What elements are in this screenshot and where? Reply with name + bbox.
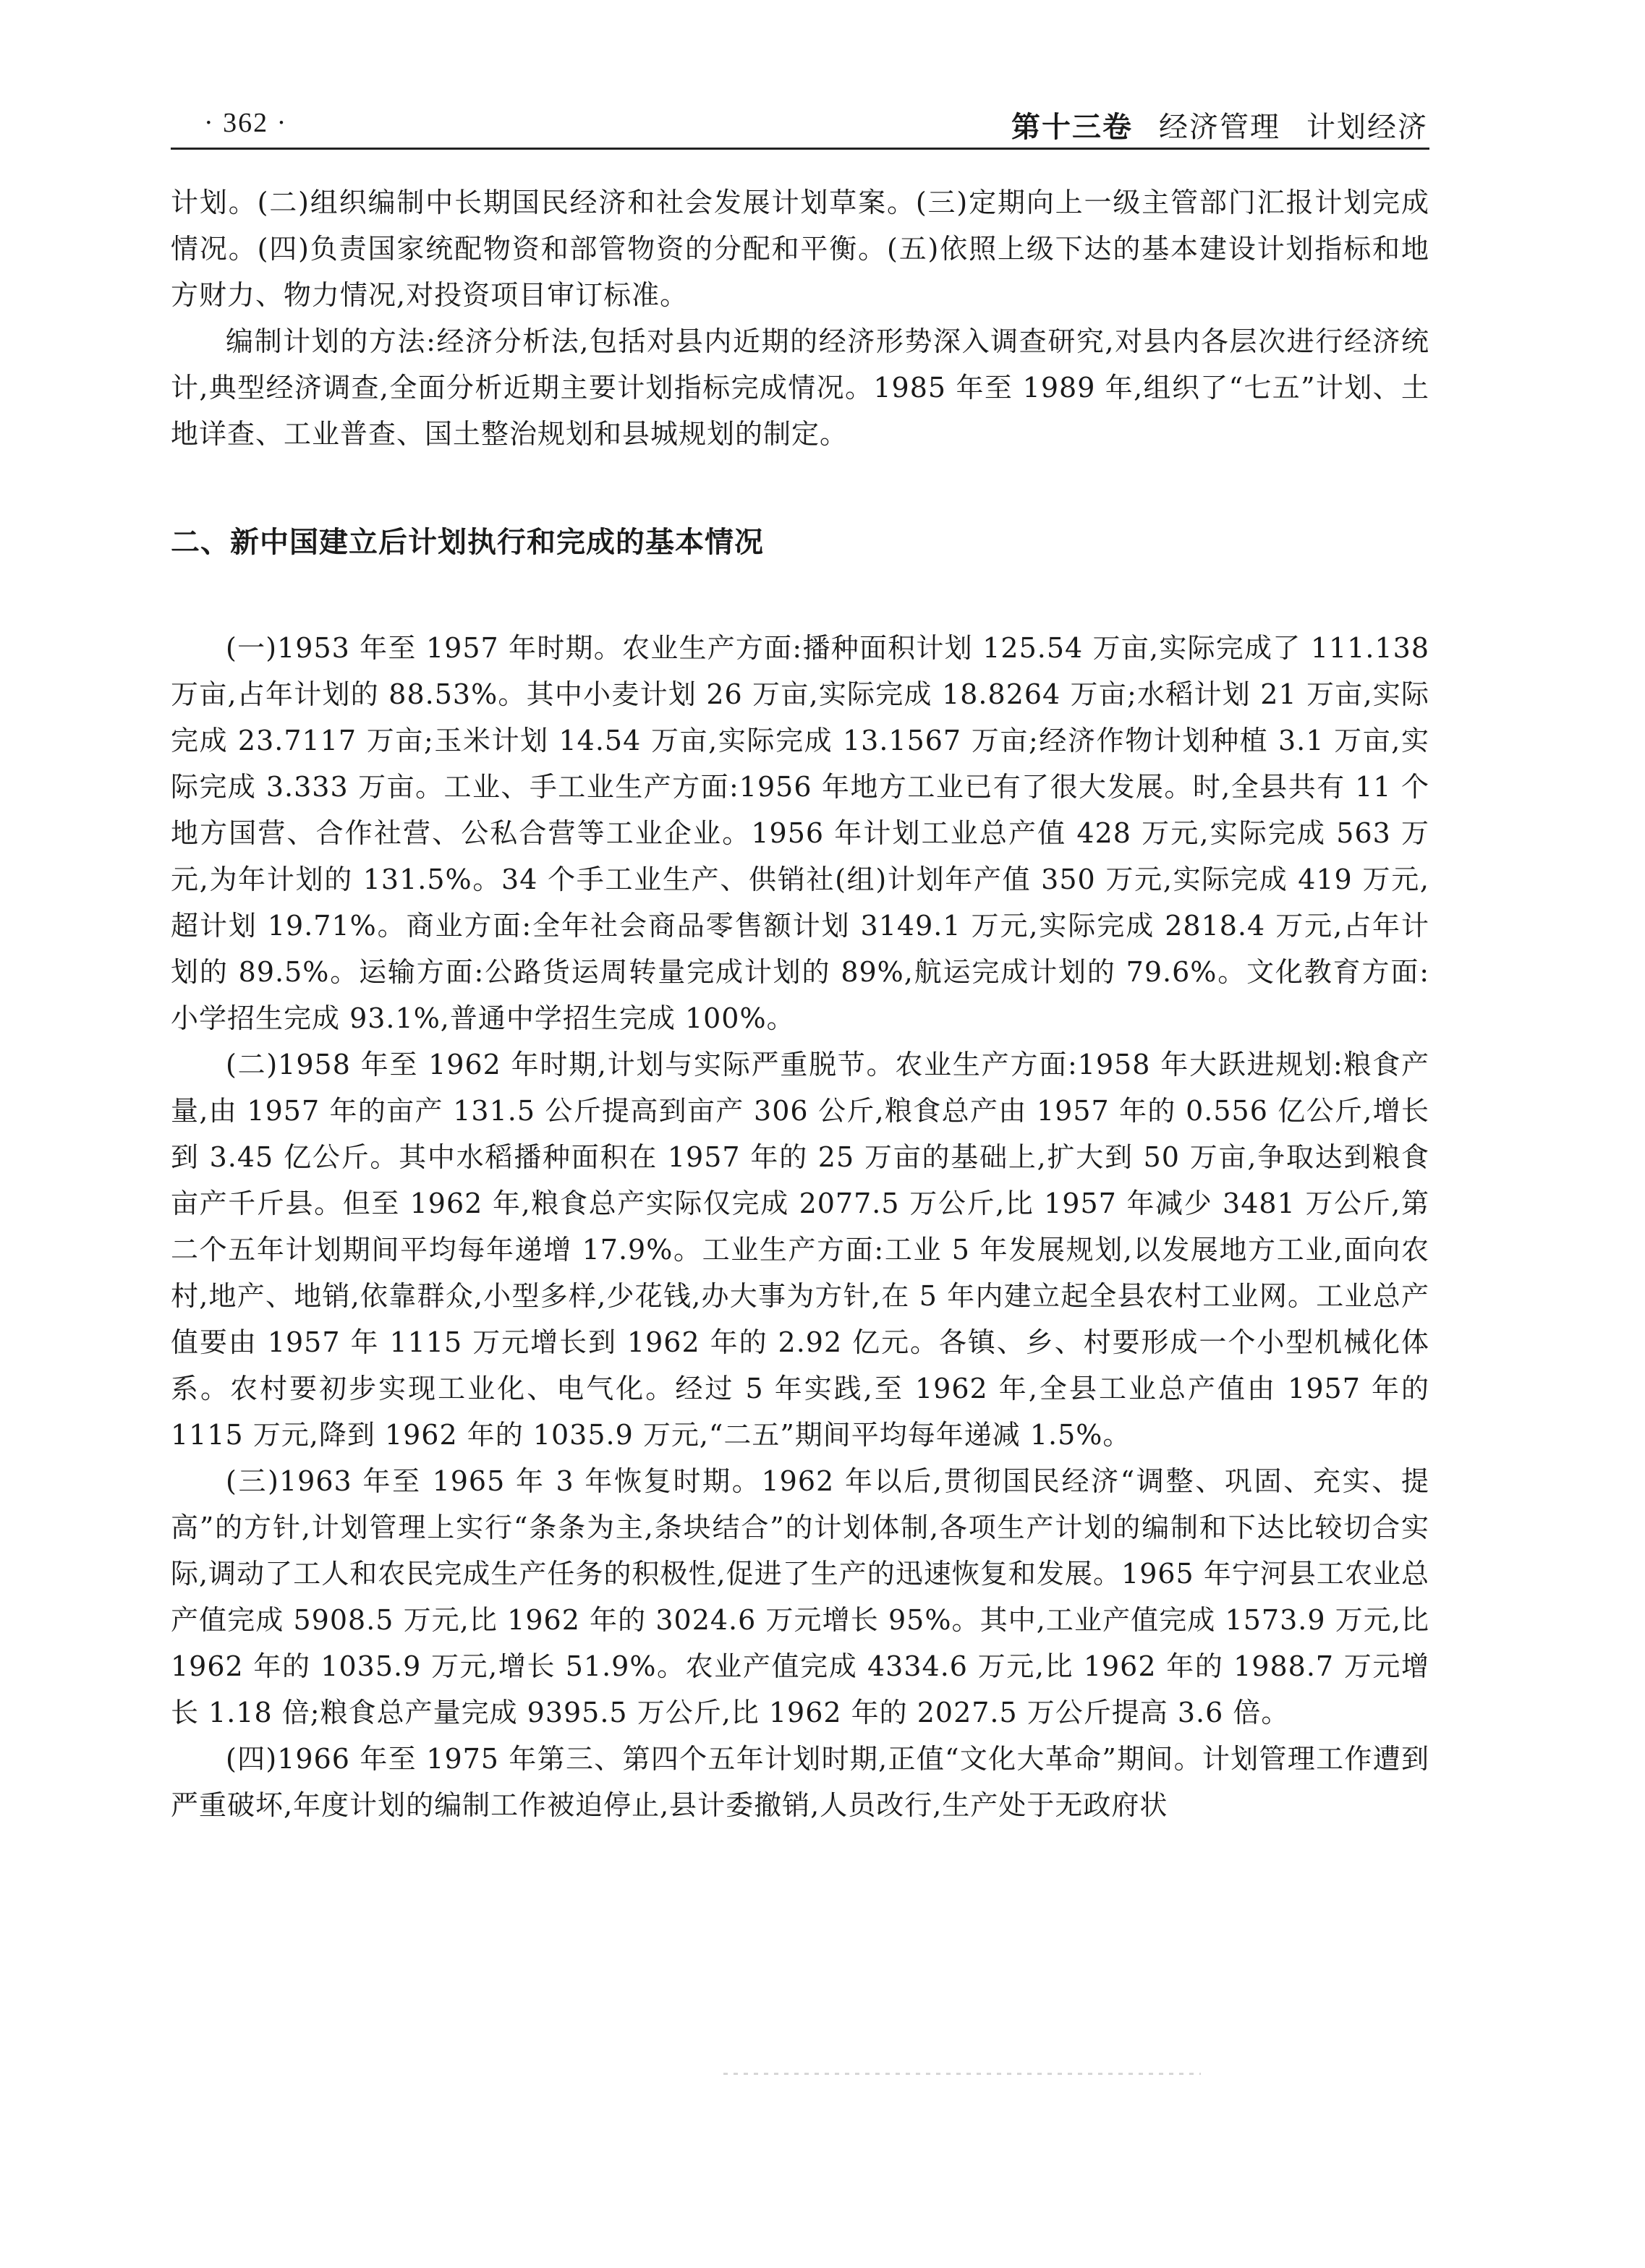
paragraph-planning-methods: 编制计划的方法:经济分析法,包括对县内近期的经济形势深入调查研究,对县内各层次进行经济统计,典型经济调查,全面分析近期主要计划指标完成情况。1985 年至 1989 年,组织了“七五”计划、土地详查、工业普查、国土整治规划和县城规划的制定。 bbox=[171, 325, 1429, 450]
running-head bbox=[1011, 104, 1428, 145]
scan-artifact bbox=[723, 2073, 1201, 2075]
paragraph-1963-1965: (三)1963 年至 1965 年 3 年恢复时期。1962 年以后,贯彻国民经济“调整、巩固、充实、提高”的方针,计划管理上实行“条条为主,条块结合”的计划体制,各项生产计划的编制和下达比较切合实际,调动了工人和农民完成生产任务的积极性,促进了生产的迅速恢复和发展。1965 年宁河县工农业总产值完成 5908.5 万元,比 1962 年的 3024.6 万元增长 95%。其中,工业产值完成 1573.9 万元,比 1962 年的 1035.9 万元,增长 51.9%。农业产值完成 4334.6 万元,比 1962 年的 1988.7 万元增长 1.18 倍;粮食总产量完成 9395.5 万公斤,比 1962 年的 2027.5 万公斤提高 3.6 倍。 bbox=[171, 1465, 1429, 1728]
running-head-subsection: 计划经济 bbox=[1306, 111, 1428, 144]
page-number: · 362 · bbox=[204, 108, 288, 138]
paragraph-1958-1962: (二)1958 年至 1962 年时期,计划与实际严重脱节。农业生产方面:1958 年大跃进规划:粮食产量,由 1957 年的亩产 131.5 公斤提高到亩产 306 公斤,粮食总产由 1957 年的 0.556 亿公斤,增长到 3.45 亿公斤。其中水稻播种面积在 1957 年的 25 万亩的基础上,扩大到 50 万亩,争取达到粮食亩产千斤县。但至 1962 年,粮食总产实际仅完成 2077.5 万公斤,比 1957 年减少 3481 万公斤,第二个五年计划期间平均每年递增 17.9%。工业生产方面:工业 5 年发展规划,以发展地方工业,面向农村,地产、地销,依靠群众,小型多样,少花钱,办大事为方针,在 5 年内建立起全县农村工业网。工业总产值要由 1957 年 1115 万元增长到 1962 年的 2.92 亿元。各镇、乡、村要形成一个小型机械化体系。农村要初步实现工业化、电气化。经过 5 年实践,至 1962 年,全县工业总产值由 1957 年的 1115 万元,降到 1962 年的 1035.9 万元,“二五”期间平均每年递减 1.5%。 bbox=[171, 1049, 1429, 1451]
paragraph-continued: 计划。(二)组织编制中长期国民经济和社会发展计划草案。(三)定期向上一级主管部门汇报计划完成情况。(四)负责国家统配物资和部管物资的分配和平衡。(五)依照上级下达的基本建设计划指标和地方财力、物力情况,对投资项目审订标准。 bbox=[171, 187, 1429, 311]
section-heading: 二、新中国建立后计划执行和完成的基本情况 bbox=[171, 526, 764, 559]
running-head-section: 经济管理 bbox=[1159, 111, 1280, 144]
page-body bbox=[171, 179, 1429, 1828]
header-rule bbox=[171, 148, 1429, 150]
running-head-volume: 第十三卷 bbox=[1011, 111, 1133, 144]
paragraph-1966-1975: (四)1966 年至 1975 年第三、第四个五年计划时期,正值“文化大革命”期间。计划管理工作遭到严重破坏,年度计划的编制工作被迫停止,县计委撤销,人员改行,生产处于无政府状 bbox=[171, 1743, 1429, 1821]
paragraph-1953-1957: (一)1953 年至 1957 年时期。农业生产方面:播种面积计划 125.54 万亩,实际完成了 111.138万亩,占年计划的 88.53%。其中小麦计划 26 万亩,实际完成 18.8264 万亩;水稻计划 21 万亩,实际完成 23.7117 万亩;玉米计划 14.54 万亩,实际完成 13.1567 万亩;经济作物计划种植 3.1 万亩,实际完成 3.333 万亩。工业、手工业生产方面:1956 年地方工业已有了很大发展。时,全县共有 11 个地方国营、合作社营、公私合营等工业企业。1956 年计划工业总产值 428 万元,实际完成 563 万元,为年计划的 131.5%。34 个手工业生产、供销社(组)计划年产值 350 万元,实际完成 419 万元,超计划 19.71%。商业方面:全年社会商品零售额计划 3149.1 万元,实际完成 2818.4 万元,占年计划的 89.5%。运输方面:公路货运周转量完成计划的 89%,航运完成计划的 79.6%。文化教育方面:小学招生完成 93.1%,普通中学招生完成 100%。 bbox=[171, 632, 1429, 1034]
